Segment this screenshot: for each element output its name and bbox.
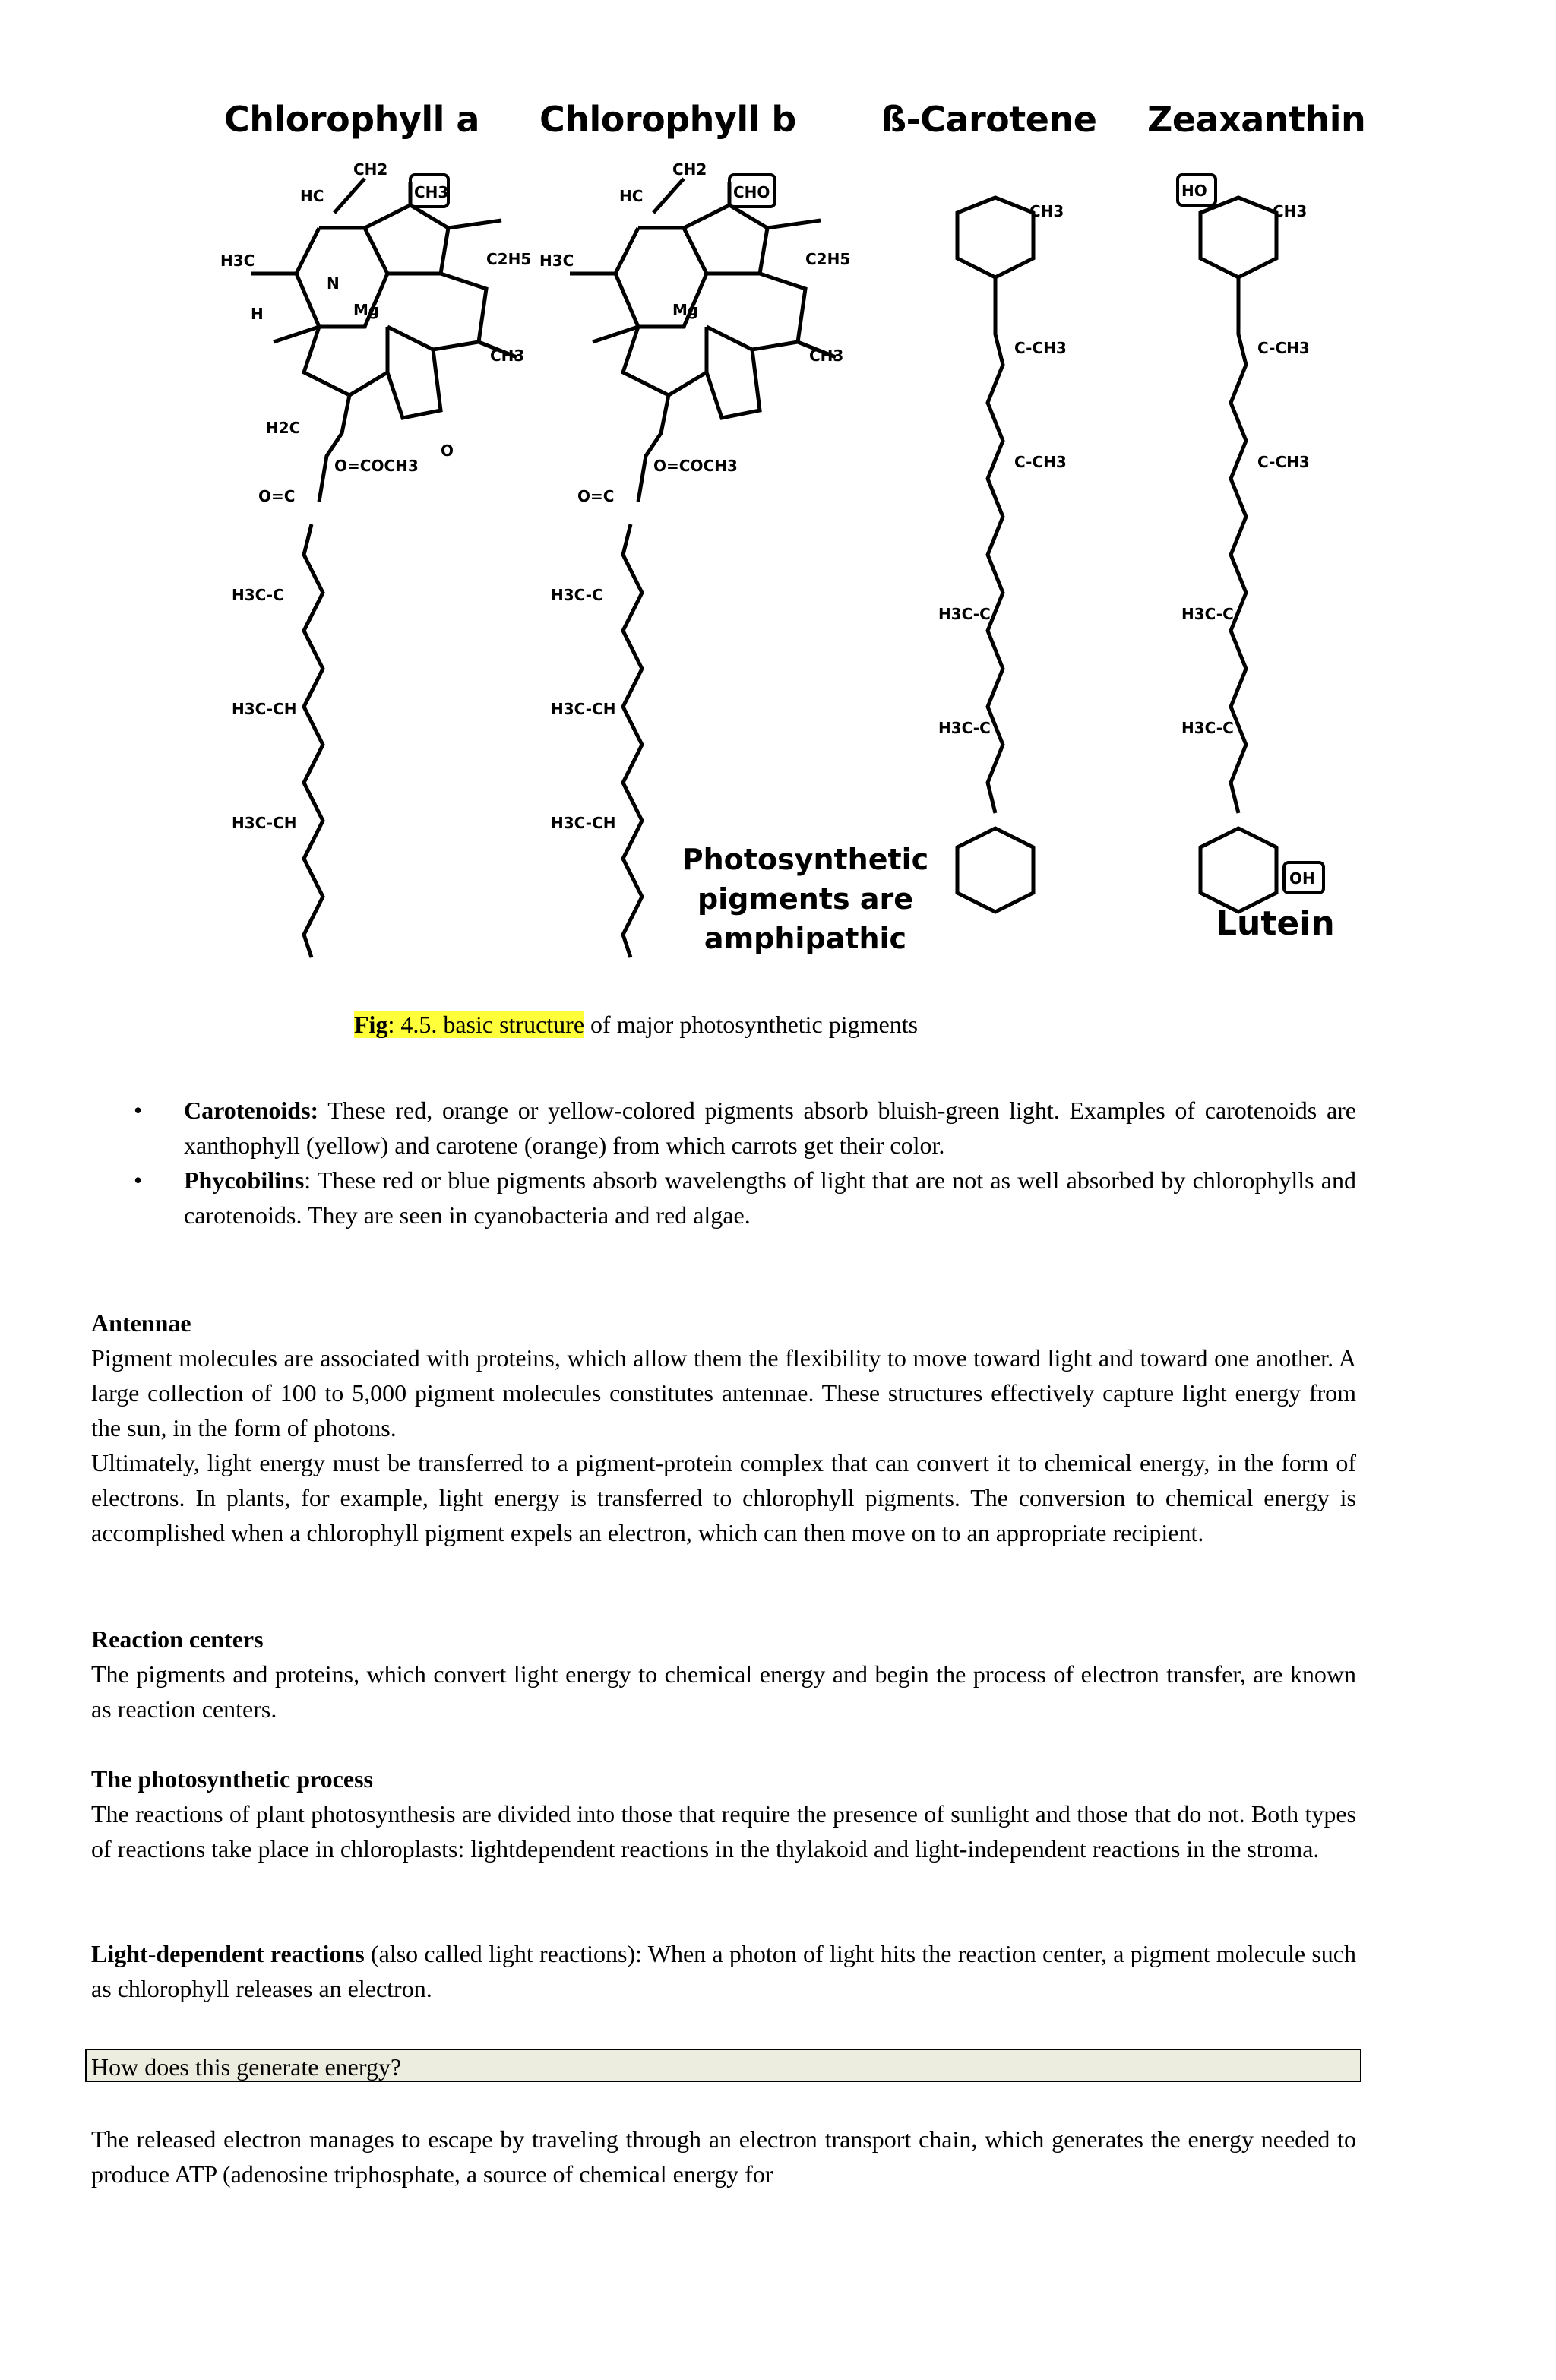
- chlb-cho-box-label: CHO: [733, 183, 770, 201]
- amphipathic-line-2: pigments are: [697, 882, 914, 916]
- beta-carotene-chain: [957, 198, 1033, 912]
- title-zeaxanthin: Zeaxanthin: [1147, 99, 1366, 140]
- figure-caption: [354, 1011, 918, 1039]
- beta-h3c-c-2-label: H3C-C: [938, 719, 991, 737]
- caption-highlighted-text: : 4.5. basic structure: [387, 1011, 585, 1038]
- chlb-h3c-label: H3C: [539, 252, 574, 270]
- question-box: How does this generate energy?: [85, 2049, 1362, 2082]
- beta-c-ch3-2-label: C-CH3: [1014, 453, 1067, 471]
- chla-mg-label: Mg: [353, 301, 380, 319]
- zea-h3c-c-2-label: H3C-C: [1181, 719, 1234, 737]
- chla-ch2-label: CH2: [353, 160, 388, 179]
- chla-h2c-label: H2C: [266, 419, 301, 437]
- chlb-ococh3-label: O=COCH3: [653, 457, 738, 475]
- chla-h3c-label: H3C: [220, 252, 255, 270]
- beta-ch3-label: CH3: [1029, 202, 1064, 220]
- section-heading: Reaction centers: [91, 1625, 264, 1653]
- amphipathic-note: [680, 840, 931, 958]
- bullet-heading: Carotenoids:: [184, 1097, 319, 1124]
- amphipathic-line-1: Photosynthetic: [682, 843, 929, 876]
- chla-ch3-label: CH3: [490, 347, 525, 365]
- title-chlorophyll-a: Chlorophyll a: [224, 99, 479, 140]
- zea-ho-box-label: HO: [1181, 182, 1207, 200]
- paragraph: The released electron manages to escape by traveling through an electron transport chain, which generates the energy needed to produce ATP (adenosine triphosphate, a source of chemical energy for: [91, 2125, 1356, 2188]
- chla-h3c-ch2-label: H3C-CH: [232, 814, 297, 832]
- chlb-h3c-ch-label: H3C-CH: [551, 700, 616, 718]
- chlb-c2h5-label: C2H5: [805, 250, 851, 268]
- inline-heading: Light-dependent reactions: [91, 1940, 365, 1967]
- paragraph: The reactions of plant photosynthesis are divided into those that require the presence of sunlight and those that do not. Both types of reactions take place in chloroplasts: lightdependent reactions in the thylakoid and light-independent reactions in the stroma.: [91, 1800, 1356, 1863]
- section-antennae: [91, 1306, 1356, 1550]
- lutein-label: Lutein: [1216, 904, 1335, 943]
- chla-c2h5-label: C2H5: [486, 250, 532, 268]
- chlb-ch3-label: CH3: [809, 347, 844, 365]
- paragraph: Ultimately, light energy must be transferred to a pigment-protein complex that can convert it to chemical energy, in the form of electrons. In plants, for example, light energy is transferred to chlorophyll pigments. The conversion to chemical energy is accomplished when a chlorophyll pigment expels an electron, which can then move on to an appropriate recipient.: [91, 1449, 1356, 1546]
- chlorophyll-a-ring: [251, 175, 517, 957]
- chla-h3c-ch-label: H3C-CH: [232, 700, 297, 718]
- bullet-dot: •: [134, 1097, 143, 1124]
- chlb-h3c-ch2-label: H3C-CH: [551, 814, 616, 832]
- pigment-structures-figure: [190, 99, 1375, 973]
- chla-oc-label: O=C: [258, 487, 296, 505]
- beta-h3c-c-label: H3C-C: [938, 605, 991, 623]
- chla-n-label: N: [327, 274, 340, 293]
- section-reaction-centers: [91, 1622, 1356, 1726]
- chlb-hc-label: HC: [619, 187, 644, 205]
- chla-ococh3-label: O=COCH3: [334, 457, 419, 475]
- list-item: [91, 1093, 1356, 1163]
- chlb-h3c-c-label: H3C-C: [551, 586, 603, 604]
- bullet-text: These red, orange or yellow-colored pigments absorb bluish-green light. Examples of carotenoids are xanthophyll (yellow) and carotene (orange) from which carrots get their color.: [184, 1097, 1356, 1159]
- amphipathic-line-3: amphipathic: [704, 922, 907, 955]
- bullet-text: : These red or blue pigments absorb wavelengths of light that are not as well absorbed by chlorophylls and carotenoids. They are seen in cyanobacteria and red algae.: [184, 1166, 1356, 1229]
- zea-c-ch3-2-label: C-CH3: [1257, 453, 1310, 471]
- paragraph: [91, 1936, 1356, 2006]
- list-item: [91, 1163, 1356, 1233]
- chlb-ch2-label: CH2: [672, 160, 707, 179]
- title-beta-carotene: ß-Carotene: [881, 99, 1097, 140]
- bullet-dot: •: [134, 1166, 143, 1194]
- paragraph-text: (also called light reactions): When a photon of light hits the reaction center, a pigment molecule such as chlorophyll releases an electron.: [91, 1940, 1357, 2002]
- bullet-heading: Phycobilins: [184, 1166, 305, 1194]
- chlb-mg-label: Mg: [672, 301, 699, 319]
- zeaxanthin-chain: [1178, 175, 1324, 912]
- caption-fig: Fig: [354, 1011, 388, 1038]
- paragraph: The pigments and proteins, which convert light energy to chemical energy and begin the process of electron transfer, are known as reaction centers.: [91, 1660, 1356, 1723]
- section-heading: Antennae: [91, 1309, 191, 1337]
- pigment-bullet-list: [91, 1093, 1356, 1233]
- zea-c-ch3-label: C-CH3: [1257, 339, 1310, 357]
- chla-h3c-c-label: H3C-C: [232, 586, 284, 604]
- beta-c-ch3-label: C-CH3: [1014, 339, 1067, 357]
- chla-hc-label: HC: [300, 187, 324, 205]
- paragraph: Pigment molecules are associated with proteins, which allow them the flexibility to move toward light and toward one another. A large collection of 100 to 5,000 pigment molecules constitutes antennae. These structures effectively capture light energy from the sun, in the form of photons.: [91, 1344, 1356, 1442]
- section-heading: The photosynthetic process: [91, 1765, 373, 1793]
- chla-ch3-box-label: CH3: [414, 183, 449, 201]
- chla-h-label: H: [251, 305, 264, 323]
- lutein-oh-box-label: OH: [1289, 869, 1315, 888]
- section-light-dependent: [91, 1936, 1356, 2006]
- chlb-oc-label: O=C: [577, 487, 615, 505]
- zea-ch3-label: CH3: [1273, 202, 1308, 220]
- section-photosynthetic-process: [91, 1761, 1356, 1866]
- section-released-electron: [91, 2122, 1356, 2192]
- zea-h3c-c-label: H3C-C: [1181, 605, 1234, 623]
- chla-o-label: O: [441, 442, 454, 460]
- caption-rest: of major photosynthetic pigments: [584, 1011, 919, 1038]
- title-chlorophyll-b: Chlorophyll b: [539, 99, 796, 140]
